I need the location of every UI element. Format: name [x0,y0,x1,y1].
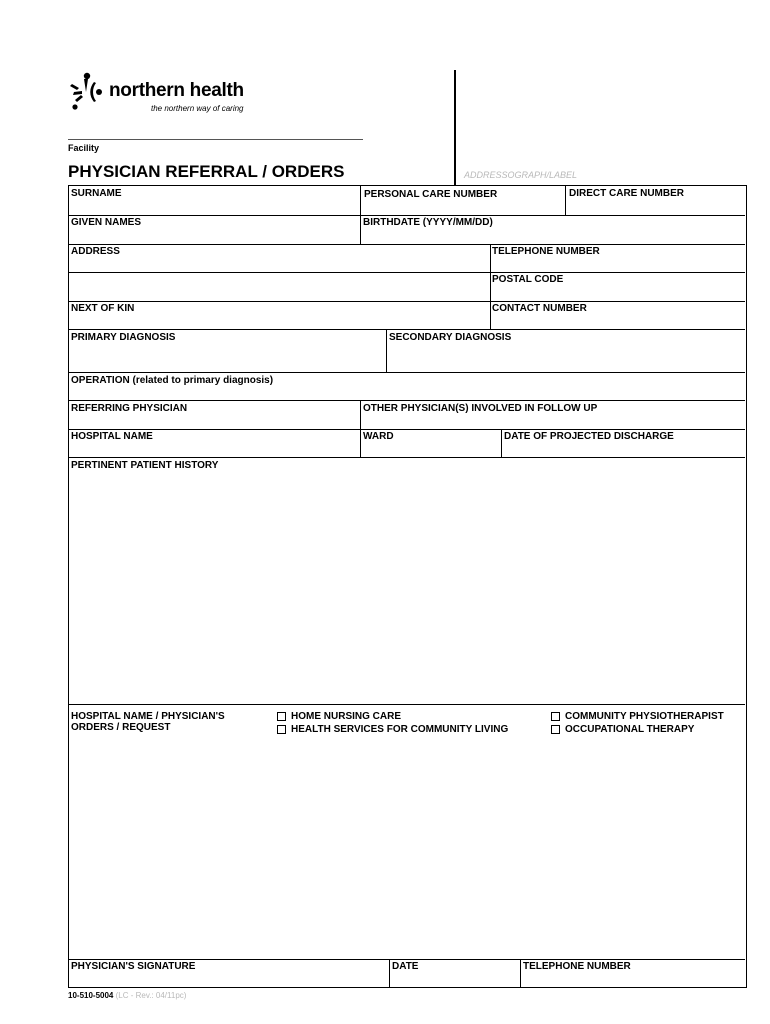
row-divider [69,429,745,430]
secondary-diagnosis-field[interactable]: SECONDARY DIAGNOSIS [389,332,512,343]
facility-label: Facility [68,143,100,153]
community-physiotherapist-option[interactable] [551,711,724,722]
facility-line [68,139,363,140]
referring-physician-field[interactable]: REFERRING PHYSICIAN [71,403,188,414]
form-revision: (LC - Rev.: 04/11pc) [115,991,187,1000]
column-divider [490,244,491,329]
column-divider [386,329,387,372]
row-divider [69,457,745,458]
home-nursing-care-checkbox[interactable] [277,712,286,721]
occupational-therapy-label: OCCUPATIONAL THERAPY [565,724,695,735]
signature-date-field[interactable]: DATE [392,961,419,972]
address-field[interactable]: ADDRESS [71,246,120,257]
occupational-therapy-option[interactable] [551,724,694,735]
column-divider [360,186,361,244]
referral-form [68,185,747,988]
contact-number-field[interactable]: CONTACT NUMBER [492,303,587,314]
brand-tagline: the northern way of caring [151,104,244,113]
northern-health-logo [66,70,266,120]
label-area-divider [454,70,456,186]
row-divider [69,301,745,302]
row-divider [69,372,745,373]
home-nursing-care-label: HOME NURSING CARE [291,711,402,722]
direct-care-number-field[interactable]: DIRECT CARE NUMBER [569,188,684,199]
row-divider [69,704,745,705]
physician-signature-field[interactable]: PHYSICIAN'S SIGNATURE [71,961,196,972]
health-services-checkbox[interactable] [277,725,286,734]
orders-request-label-line1: HOSPITAL NAME / PHYSICIAN'S [71,711,225,722]
community-physiotherapist-checkbox[interactable] [551,712,560,721]
row-divider [69,244,745,245]
column-divider [501,429,502,457]
primary-diagnosis-field[interactable]: PRIMARY DIAGNOSIS [71,332,176,343]
orders-request-label-line2: ORDERS / REQUEST [71,722,171,733]
occupational-therapy-checkbox[interactable] [551,725,560,734]
northern-health-emblem-icon [66,70,106,114]
column-divider [389,959,390,987]
home-nursing-care-option[interactable] [277,711,401,722]
row-divider [69,959,745,960]
given-names-field[interactable]: GIVEN NAMES [71,217,142,228]
brand-name: northern health [109,80,244,101]
row-divider [490,272,745,273]
ward-field[interactable]: WARD [363,431,394,442]
row-divider [69,329,745,330]
personal-care-number-field[interactable]: PERSONAL CARE NUMBER [364,189,498,200]
other-physicians-field[interactable]: OTHER PHYSICIAN(S) INVOLVED IN FOLLOW UP [363,403,598,414]
column-divider [360,400,361,457]
community-physiotherapist-label: COMMUNITY PHYSIOTHERAPIST [565,711,724,722]
hospital-name-field[interactable]: HOSPITAL NAME [71,431,153,442]
postal-code-field[interactable]: POSTAL CODE [492,274,564,285]
health-services-option[interactable] [277,724,508,735]
projected-discharge-field[interactable]: DATE OF PROJECTED DISCHARGE [504,431,674,442]
row-divider [69,215,745,216]
signature-telephone-field[interactable]: TELEPHONE NUMBER [523,961,631,972]
form-title: PHYSICIAN REFERRAL / ORDERS [68,162,345,181]
birthdate-field[interactable]: BIRTHDATE (YYYY/MM/DD) [363,217,493,228]
form-code-number: 10-510-5004 [68,991,114,1000]
next-of-kin-field[interactable]: NEXT OF KIN [71,303,135,314]
operation-field[interactable]: OPERATION (related to primary diagnosis) [71,375,274,386]
health-services-label: HEALTH SERVICES FOR COMMUNITY LIVING [291,724,509,735]
addressograph-label: ADDRESSOGRAPH/LABEL [464,170,578,180]
column-divider [520,959,521,987]
column-divider [565,186,566,215]
form-code [68,991,186,1000]
telephone-number-field[interactable]: TELEPHONE NUMBER [492,246,600,257]
row-divider [69,400,745,401]
surname-field[interactable]: SURNAME [71,188,122,199]
patient-history-field[interactable]: PERTINENT PATIENT HISTORY [71,460,219,471]
